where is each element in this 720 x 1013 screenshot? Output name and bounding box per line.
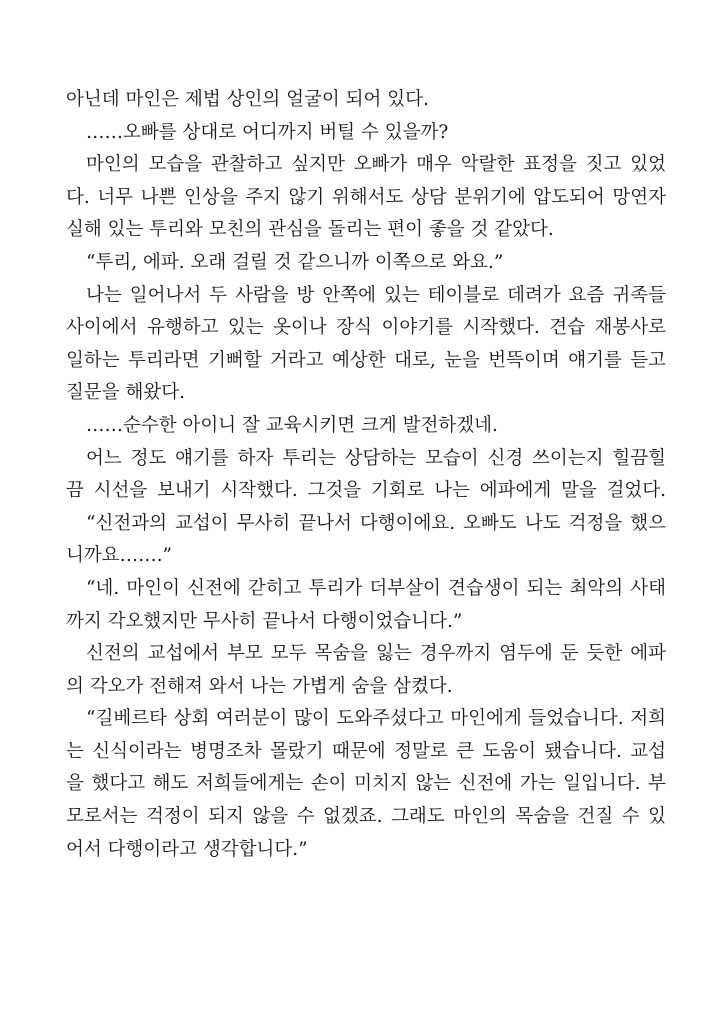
text-line: 어느 정도 얘기를 하자 투리는 상담하는 모습이 신경 쓰이는지 힐끔힐 [86, 447, 666, 469]
text-line: “투리, 에파. 오래 걸릴 것 같으니까 이쪽으로 와요.” [86, 251, 504, 273]
text-line: 아닌데 마인은 제법 상인의 얼굴이 되어 있다. [66, 89, 429, 110]
text-line: “길베르타 상회 여러분이 많이 도와주셨다고 마인에게 들었습니다. 저희 [86, 708, 666, 730]
text-line: 을 했다고 해도 저희들에게는 손이 미치지 않는 신전에 가는 일입니다. 부 [66, 773, 666, 795]
text-line: 마인의 모습을 관찰하고 싶지만 오빠가 매우 악랄한 표정을 짓고 있었 [86, 154, 666, 176]
text-line: 사이에서 유행하고 있는 옷이나 장식 이야기를 시작했다. 견습 재봉사로 [66, 317, 666, 339]
text-line: ……순수한 아이니 잘 교육시키면 크게 발전하겠네. [86, 414, 498, 436]
text-line: 실해 있는 투리와 모친의 관심을 돌리는 편이 좋을 것 같았다. [66, 219, 554, 241]
text-line: 끔 시선을 보내기 시작했다. 그것을 기회로 나는 에파에게 말을 걸었다. [66, 480, 666, 502]
text-line: 어서 다행이라고 생각합니다.” [66, 838, 308, 860]
body-text [66, 84, 666, 866]
text-line: “신전과의 교섭이 무사히 끝나서 다행이에요. 오빠도 나도 걱정을 했으 [86, 512, 666, 534]
text-line: 니까요…….” [66, 545, 172, 567]
text-line: 질문을 해왔다. [66, 382, 185, 404]
text-line: 는 신식이라는 병명조차 몰랐기 때문에 정말로 큰 도움이 됐습니다. 교섭 [66, 740, 666, 762]
text-line: 의 각오가 전해져 와서 나는 가볍게 숨을 삼켰다. [66, 675, 453, 697]
text-line: 까지 각오했지만 무사히 끝나서 다행이었습니다.” [66, 610, 463, 632]
text-line: 신전의 교섭에서 부모 모두 목숨을 잃는 경우까지 염두에 둔 듯한 에파 [86, 643, 666, 665]
text-line: 다. 너무 나쁜 인상을 주지 않기 위해서도 상담 분위기에 압도되어 망연자 [66, 186, 666, 208]
text-line: ……오빠를 상대로 어디까지 버틸 수 있을까? [86, 121, 449, 143]
text-line: 일하는 투리라면 기뻐할 거라고 예상한 대로, 눈을 번뜩이며 얘기를 듣고 [66, 349, 666, 371]
text-line: 모로서는 걱정이 되지 않을 수 없겠죠. 그래도 마인의 목숨을 건질 수 있 [66, 806, 666, 828]
text-line: “네. 마인이 신전에 갇히고 투리가 더부살이 견습생이 되는 최악의 사태 [86, 577, 666, 599]
text-line: 나는 일어나서 두 사람을 방 안쪽에 있는 테이블로 데려가 요즘 귀족들 [86, 284, 666, 306]
